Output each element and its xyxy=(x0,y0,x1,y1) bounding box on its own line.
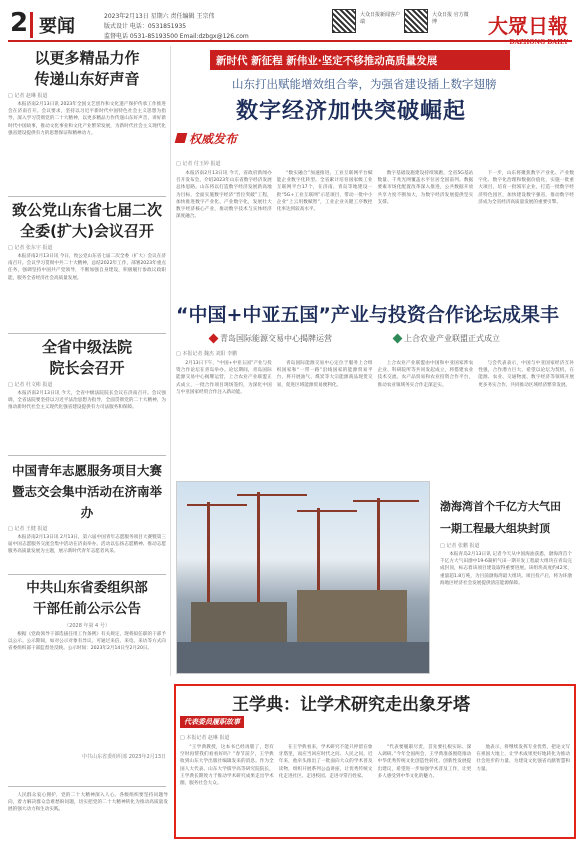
byline: □ 记者 张东宇 报道 xyxy=(8,245,53,251)
feature-story-columns xyxy=(180,744,570,834)
divider xyxy=(8,574,166,575)
story-body: 本报济南2月13日讯 2月13日，第六届中国青年志愿服务项目大赛暨第三届中国志愿服务交流会集中活动在济南举办。活动以弘扬志愿精神、推动志愿服务高质量发展为主题，展示新时代青年志愿者风采。 xyxy=(8,535,166,555)
story-body: 青岛国际能源交易中心定位于服务上合组织国家和“一带一路”沿线国家的能源贸易平台，将开展油气、煤炭等大宗能源商品现货交易，促进区域能源贸易便利化。 xyxy=(276,361,373,388)
top-story-title[interactable]: 数字经济加快突破崛起 xyxy=(236,99,467,124)
divider xyxy=(8,786,166,787)
top-story-subtitle: 山东打出赋能增效组合拳，为强省建设插上数字翅膀 xyxy=(232,77,497,91)
story-title[interactable]: 致公党山东省七届二次 全委(扩大)会议召开 xyxy=(11,201,162,240)
masthead xyxy=(8,6,572,46)
story-body: 数字基础设施建设持续领跑，全省5G基站数量、千兆光网覆盖水平位居全国前列。数据要素市场化配置改革深入推进，公共数据开放共享力度不断加大，为数字经济发展提供坚实支撑。 xyxy=(377,171,474,205)
page-number: 2 xyxy=(10,8,29,38)
story-body: “数实融合”加速推进，工业互联网平台赋能企业数字化转型。全省累计培育国家级工业互联网平台17个，在济南、青岛等地建设一批“5G+工业互联网”示范项目，带动一批中小企业“上云用数赋智”，工业企业关键工序数控化率达到较高水平。 xyxy=(276,171,373,213)
story-body: 与会代表表示，中国与中亚国家经济互补性强，合作潜力巨大，希望以论坛为契机，在能源、农业、交通物流、数字经济等领域开展更多务实合作，共同推动区域经济繁荣发展。 xyxy=(478,361,574,388)
story-body: “王学典教授，这本书已经再版了，您有空时再帮我们看看好吗？”春节前夕，王学典收到山东大学出版社编辑发来的消息。作为全国人大代表、山东大学儒学高等研究院院长，王学典长期致力于推动学术研究成果走出学术圈，服务社会大众。 xyxy=(180,745,274,787)
story-body: 2月13日下午，“中国+中亚五国”产业与投资合作论坛在青岛举办。论坛期间，青岛国际能源交易中心揭牌运营，上合农业产业联盟正式成立，一批合作项目现场签约，为深化中国与中亚国家经贸合作注入新动能。 xyxy=(176,361,272,395)
story-title[interactable]: 中国青年志愿服务项目大赛 暨志交会集中活动在济南举办 xyxy=(11,463,162,520)
masthead-meta xyxy=(104,12,249,42)
story-body: 本报济南2月13日讯 今天，全省中级法院院长会议在济南召开。会议强调，全省法院要坚持以习近平法治思想为指导，全面贯彻党的二十大精神，为推动新时代社会主义现代化强省建设提供有力司法服务和保障。 xyxy=(8,391,166,411)
section-name: 要闻 xyxy=(30,12,75,38)
meta-line: 监督电话 0531-85193500 Email:dzbgx@126.com xyxy=(104,33,249,40)
byline: □ 本报记者 赵琳 报道 xyxy=(180,735,230,741)
feature-tag: 代表委员履职故事 xyxy=(180,716,244,728)
divider xyxy=(8,455,166,456)
byline: □ 记者 赵琳 报道 xyxy=(8,93,48,99)
story-body: 本报济南2月13日讯 2023年全国文艺创作和文化遗产保护传承工作推进会在济南召开。会议要求，坚持以习近平新时代中国特色社会主义思想为指导，深入学习贯彻党的二十大精神，以更多精品力作传递山东好声音，讲好新时代中国故事，推动文化事业和文化产业繁荣发展，为新时代社会主义现代化强省建设提供有力的思想保证和精神动力。 xyxy=(8,102,166,136)
story-body: 在王学典看来，学术研究不能只停留在象牙塔里，而应当回应时代之问、人民之问。近年来，他牵头推出了一批面向大众的学术普及读物，组织开展系列公益讲座，让优秀传统文化走进社区、走进校园、走进寻常百姓家。 xyxy=(278,745,373,779)
story-body: 他表示，将继续发挥专业优势，把论文写在祖国大地上，让学术成果更好地转化为推动社会进步的力量，为建设文化强省贡献智慧和力量。 xyxy=(476,745,570,772)
forum-subtitle-left: 青岛国际能源交易中心揭牌运营 xyxy=(210,333,332,344)
left-story-1 xyxy=(8,48,166,205)
bottom-left-text: 人民群众衷心拥护，党的二十大精神深入人心。各级组织要坚持问题导向，着力解决群众急难愁盼问题，切实把党的二十大精神转化为推动高质量发展的强大动力和生动实践。 xyxy=(8,793,168,813)
logo-text: 大眾日報 xyxy=(488,14,568,38)
column-divider xyxy=(170,46,171,676)
story-title[interactable]: 中共山东省委组织部 干部任前公示公告 xyxy=(26,580,148,617)
photo-story xyxy=(440,496,572,669)
story-body: 本报济南2月13日讯 今天，省政府新闻办召开发布会，介绍2023年山东省数字经济发展总体思路。山东将以打造数字经济发展新高地为目标，全面实施数字经济“晋位突破”工程，加快推进数字产业化、产业数字化，发展壮大数字经济核心产业，推动数字技术与实体经济深度融合。 xyxy=(176,171,272,220)
campaign-banner: 新时代 新征程 新伟业·坚定不移推动高质量发展 xyxy=(210,50,510,70)
qr-code-icon[interactable] xyxy=(332,9,356,33)
forum-subtitle-right: 上合农业产业联盟正式成立 xyxy=(394,333,500,344)
qr-label: 大众日报 官方微博 xyxy=(432,12,469,25)
notice-number: （2028 年第 4 号） xyxy=(64,623,110,629)
byline: □ 记者 付玉婷 报道 xyxy=(176,161,221,167)
divider xyxy=(8,333,166,334)
logo-subtext: DAZHONG DAILY xyxy=(509,39,568,46)
qr-code-icon[interactable] xyxy=(404,9,428,33)
diamond-bullet-icon xyxy=(209,334,219,344)
byline: □ 本报记者 魏杰 刘阳 李鹏 xyxy=(176,351,238,357)
divider xyxy=(8,196,166,197)
story-body: 根据《党政领导干部选拔任用工作条例》有关规定，现将拟任职的干部予以公示。公示期间，如对公示对象有异议，可通过来信、来电、来访等方式向省委组织部干部监督处反映。公示时间：2023年2月14日至2月20日。 xyxy=(8,632,166,652)
byline: □ 记者 王健 报道 xyxy=(8,526,48,532)
story-body: 本报青岛2月13日讯 记者今天从中国海油获悉，渤海湾首个千亿方大气田渤中19-6凝析气田一期开发工程最大组块在青岛完成封顶，标志着该项目建设取得重要进展。该组块高度约42米，重量超1.8万吨，为目前渤海湾最大组块。项目投产后，将为环渤海地区经济社会发展提供清洁能源保障。 xyxy=(440,552,572,586)
top-story-columns xyxy=(176,170,574,292)
newspaper-logo xyxy=(488,10,568,46)
feature-story-title[interactable]: 王学典：让学术研究走出象牙塔 xyxy=(232,695,470,715)
release-tag: 权威发布 xyxy=(176,130,237,147)
forum-story-columns xyxy=(176,360,574,472)
offshore-platform-photo[interactable] xyxy=(176,481,430,674)
story-body: “代表要履职尽责，首先要扎根实际、深入调研。”今年全国两会，王学典准备围绕推动中华优秀传统文化创造性转化、创新性发展提出建议，希望进一步加强学术普及工作，让更多人感受到中华文化的魅力。 xyxy=(377,745,472,779)
notice-signature: 中共山东省委组织部 2023年2月13日 xyxy=(82,754,166,760)
story-body: 下一步，山东将聚焦数字产业化、产业数字化、数字化治理和数据价值化，实施一批重大项目，培育一批领军企业，打造一批数字经济特色园区，加快建设数字强省，推动数字经济成为全省经济高质量发展的重要引擎。 xyxy=(478,171,574,205)
meta-line: 2023年2月13日 星期六 责任编辑 王宗伟 xyxy=(104,13,215,20)
forum-story-title[interactable]: “中国+中亚五国”产业与投资合作论坛成果丰 xyxy=(176,304,559,326)
story-body: 本报济南2月13日讯 今日，致公党山东省七届二次全委（扩大）会议在济南召开。会议学习贯彻中共二十大精神，总结2022年工作，部署2023年重点任务，强调坚持中国共产党领导，不断加强自身建设，积极履行参政议政职能，服务全省经济社会高质量发展。 xyxy=(8,254,166,281)
story-title[interactable]: 以更多精品力作 传递山东好声音 xyxy=(34,49,140,88)
meta-line: 版式设计 电话：0531851935 xyxy=(104,23,187,30)
byline: □ 记者 杜文彬 报道 xyxy=(8,382,53,388)
left-story-3 xyxy=(8,337,166,456)
qr-label: 大众日报新闻客户端 xyxy=(360,12,401,25)
byline: □ 记者 张鹏 报道 xyxy=(440,543,480,549)
story-title[interactable]: 全省中级法院 院长会召开 xyxy=(41,338,132,377)
story-body: 上合农业产业联盟由中国和中亚国家涉农企业、科研院所等共同发起成立，将搭建农业技术交流、农产品贸易和农业投资合作平台，推动农业领域务实合作走深走实。 xyxy=(377,361,474,388)
left-story-5 xyxy=(8,578,166,762)
left-story-2 xyxy=(8,200,166,341)
diamond-bullet-icon xyxy=(393,334,403,344)
photo-story-title[interactable]: 渤海湾首个千亿方大气田 一期工程最大组块封顶 xyxy=(440,500,561,535)
